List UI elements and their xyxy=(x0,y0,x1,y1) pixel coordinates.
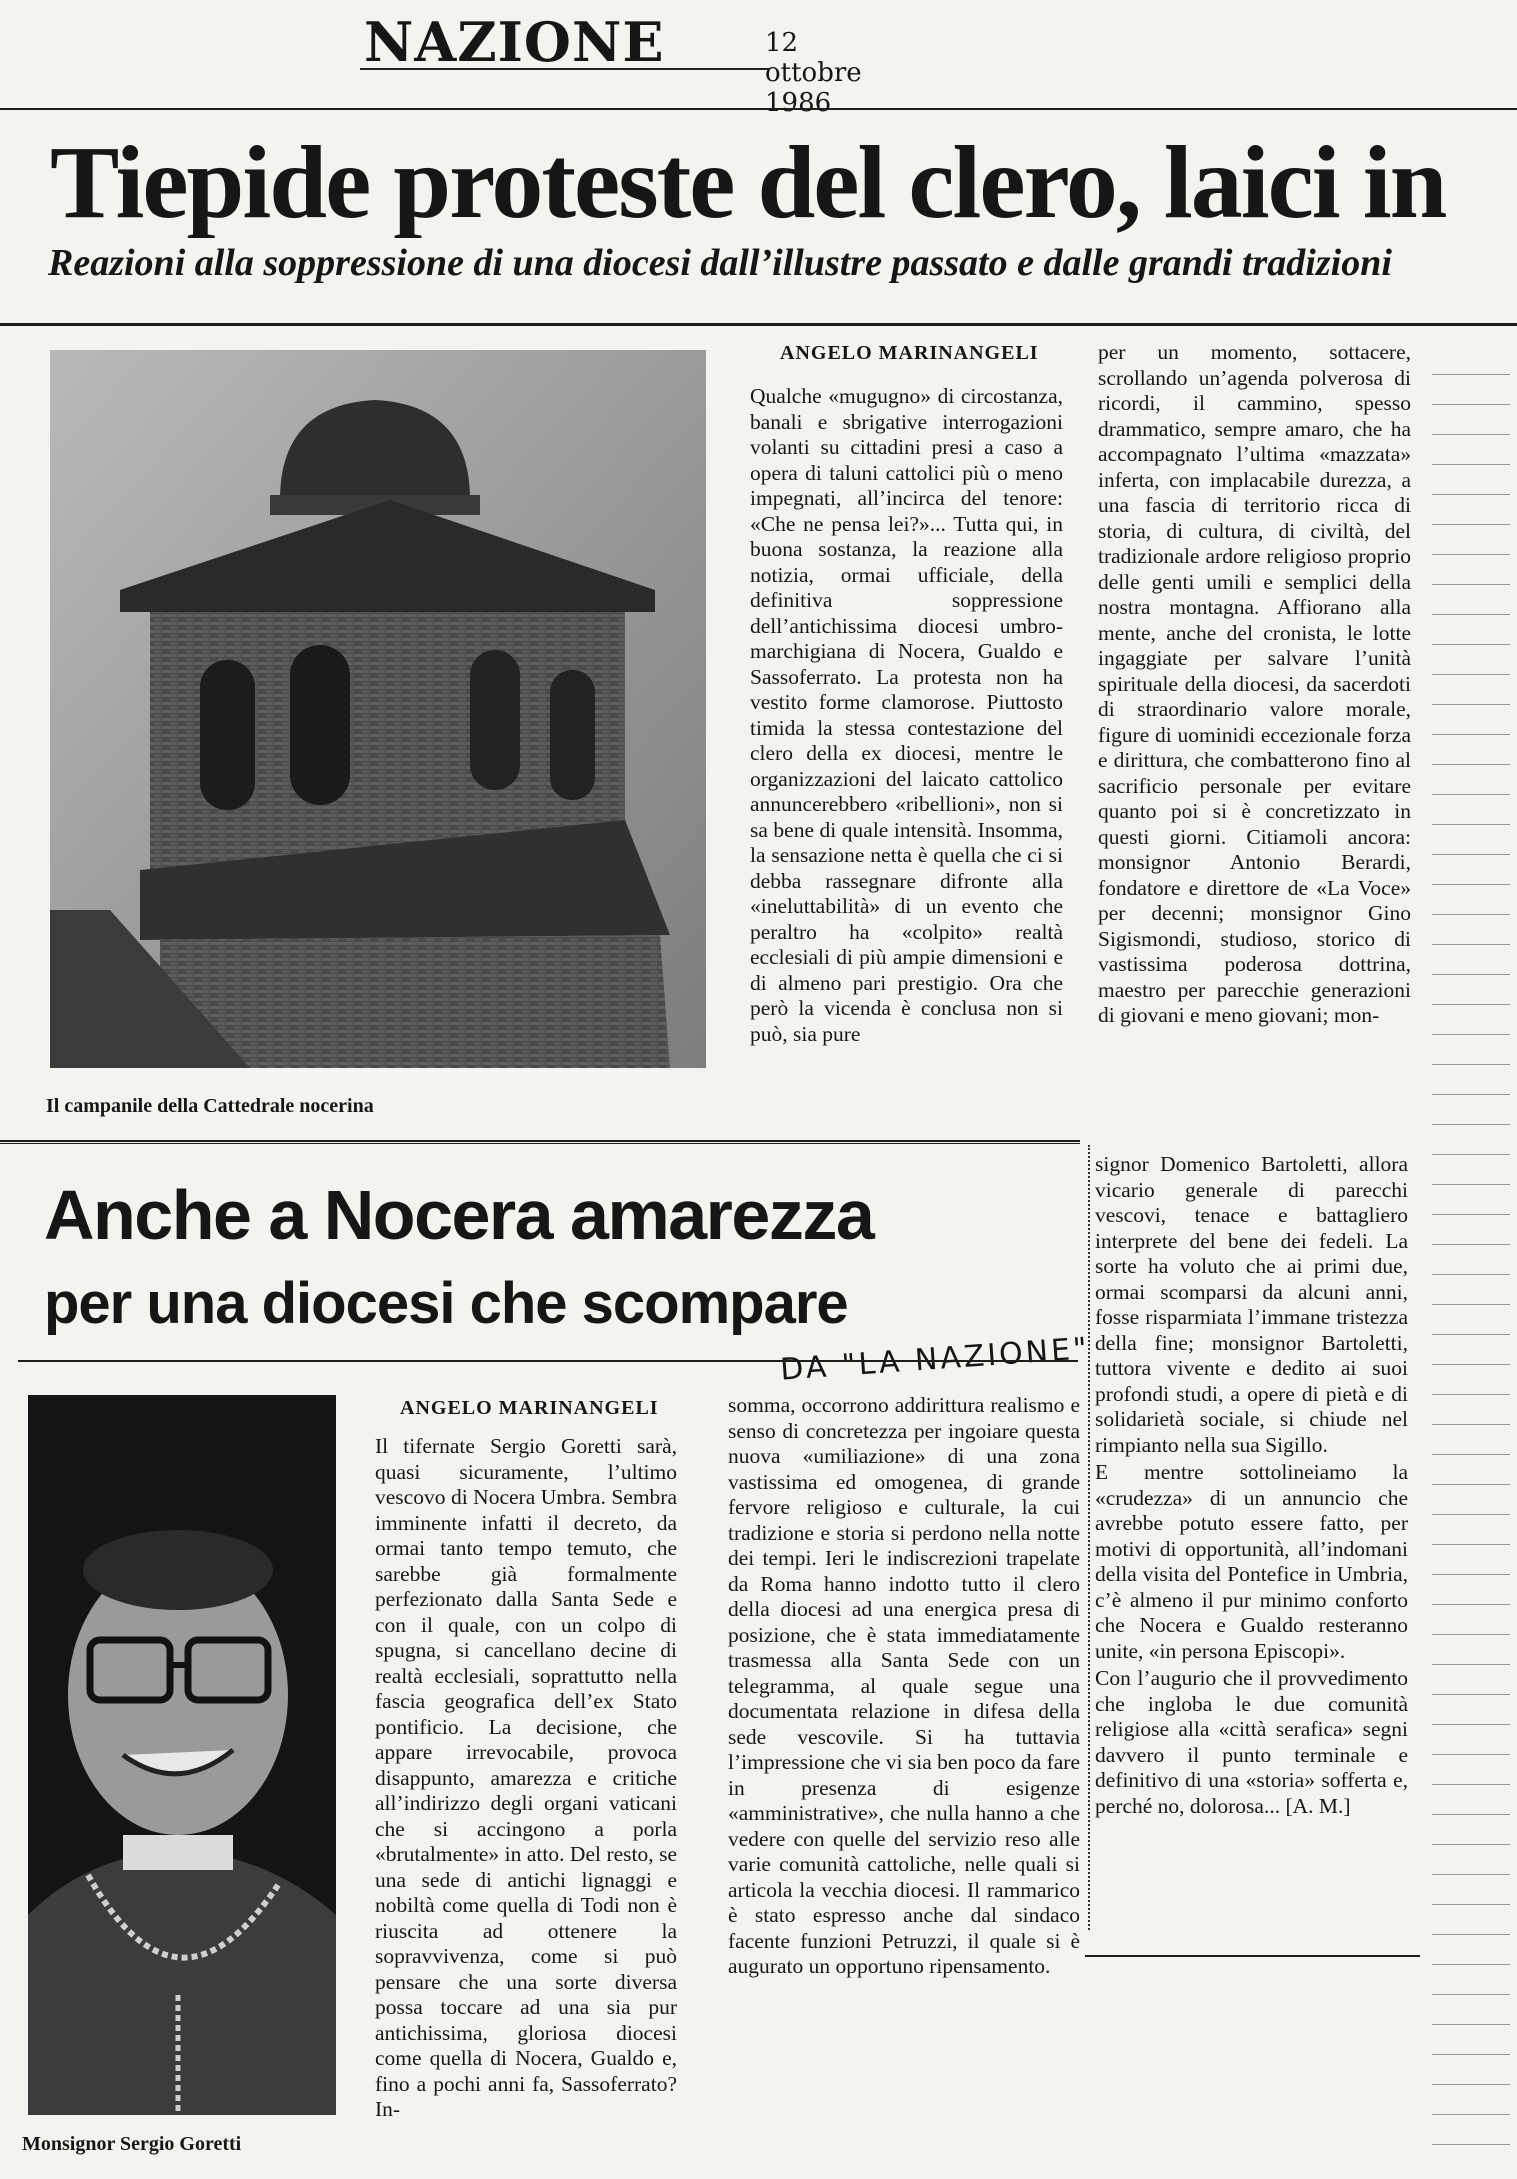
bell-tower-photo xyxy=(50,350,706,1068)
section-rule-thin xyxy=(0,1143,1080,1144)
article1-col3-para2: E mentre sottolineiamo la «crudezza» di un annuncio che avrebbe potuto essere fatto, per motivi di opportunità, all’indomani della visita del Pontefice in Umbria, c’è almeno il pur minimo conforto che Nocera e Gualdo resteranno unite, «in persona Episcopi». xyxy=(1095,1460,1408,1663)
article1-photo-caption: Il campanile della Cattedrale nocerina xyxy=(46,1095,374,1117)
article2-column-2 xyxy=(728,1393,1080,1980)
article1-col3-para1: signor Domenico Bartoletti, allora vicario generale di parecchi vescovi, tenace e battagliero interprete del bene dei fedeli. La sorte ha voluto che ai primi due, ormai scomparsi da alcuni anni, fosse risparmiata l’immane tristezza della fine; monsignor Bartoletti, tuttora vivente e dedito ai suoi profondi studi, a opere di pietà e di solidarietà sociale, si chiude nel rimpianto nella sua Sigillo. xyxy=(1095,1152,1408,1457)
article1-column-1 xyxy=(750,384,1063,1047)
article1-column-2 xyxy=(1098,340,1411,1029)
article1-column-3 xyxy=(1095,1152,1408,1819)
section-rule xyxy=(0,1140,1080,1142)
article2-photo-caption: Monsignor Sergio Goretti xyxy=(22,2133,242,2155)
margin-lines xyxy=(1432,345,1510,2155)
top-rule xyxy=(0,108,1517,110)
masthead xyxy=(360,6,880,118)
article2-col1-text: Il tifernate Sergio Goretti sarà, quasi sicuramente, l’ultimo vescovo di Nocera Umbra. Sembra imminente infatti il decreto, da ormai tanto tempo temuto, che sarebbe già formalmente perfezionato dalla Santa Sede e con il quale, con un colpo di spugna, si cancellano decine di realtà ecclesiali, soprattutto nella fascia geografica dell’ex Stato pontificio. La decisione, che appare irrevocabile, provoca disappunto, amarezza e critiche all’indirizzo degli organi vaticani che si accingono a porla «brutalmente» in atto. Del resto, se una sede di antichi lignaggi e nobiltà come quella di Todi non è riuscita ad ottenere la sopravvivenza, come si può pensare che una sorte diversa possa toccare ad una sia pur antichissima, gloriosa diocesi come quella di Nocera, Gualdo e, fino a pochi anni fa, Sassoferrato? In- xyxy=(375,1434,677,2121)
headline-rule xyxy=(0,323,1517,326)
article1-byline: ANGELO MARINANGELI xyxy=(780,342,1039,364)
article2-rule xyxy=(18,1360,1078,1362)
article2-column-1 xyxy=(375,1434,677,2123)
newspaper-name: NAZIONE xyxy=(364,10,665,74)
article1-headline: Tiepide proteste del clero, laici in xyxy=(50,128,1446,238)
article1-col2-text: per un momento, sottacere, scrollando un’agenda polverosa di ricordi, il cammino, spesso drammatico, sempre amaro, che ha accompagnato l’ultima «mazzata» inferta, con implacabile durezza, a una fascia di territorio ricca di storia, di cultura, di civiltà, del tradizionale ardore religioso proprio delle genti umili e semplici della nostra montagna. Affiorano alla mente, anche del cronista, le lotte ingaggiate per salvare l’unità spirituale della diocesi, da sacerdoti di straordinario valore morale, figure di uominidi eccezionale forza e dirittura, che combatterono fino al sacrificio personale per evitare quanto poi si è concretizzato in questi giorni. Citiamoli ancora: monsignor Antonio Berardi, fondatore e direttore de «La Voce» per decenni; monsignor Gino Sigismondi, studioso, storico di vastissima poderosa dottrina, maestro per parecchie generazioni di giovani e meno giovani; mon- xyxy=(1098,340,1411,1027)
cutout-edge xyxy=(1088,1145,1092,1930)
article1-subhead: Reazioni alla soppressione di una diocesi dall’illustre passato e dalle grandi tradizioni xyxy=(48,242,1392,284)
bishop-portrait-photo xyxy=(28,1395,336,2115)
article2-headline: Anche a Nocera amarezza xyxy=(44,1176,874,1254)
article2-byline: ANGELO MARINANGELI xyxy=(400,1397,659,1419)
newspaper-date: 12 ottobre 1986 xyxy=(765,28,862,118)
article1-col3-para3: Con l’augurio che il provvedimento che ingloba le due comunità religiose alla «città serafica» segni davvero il punto terminale e definitivo di una «storia» sofferta e, perché no, dolorosa... [A. M.] xyxy=(1095,1666,1408,1818)
article2-col2-text: somma, occorrono addirittura realismo e senso di concretezza per ingoiare questa nuova «umiliazione» di una zona vastissima ed omogenea, di grande fervore religioso e culturale, la cui tradizione e storia si perdono nella notte dei tempi. Ieri le indiscrezioni trapelate da Roma hanno indotto tutto il clero della diocesi ad una energica presa di posizione, che è stata immediatamente trasmessa alla Santa Sede con un telegramma, al quale segue una documentata relazione in difesa della sede vescovile. Si ha tuttavia l’impressione che vi sia ben poco da fare in presenza di esigenze «amministrative», che nulla hanno a che vedere con quelle del servizio reso alle varie comunità cattoliche, nelle quali si articola la vecchia diocesi. Il rammarico è stato espresso anche dal sindaco facente funzioni Petruzzi, il quale si è augurato un opportuno ripensamento. xyxy=(728,1393,1080,1978)
article-end-rule xyxy=(1085,1955,1420,1957)
handwritten-source-note: DA "LA NAZIONE" xyxy=(779,1331,1091,1388)
masthead-underline xyxy=(360,68,770,70)
article2-subhead: per una diocesi che scompare xyxy=(44,1271,848,1336)
article1-col1-text: Qualche «mugugno» di circostanza, banali e sbrigative interrogazioni volanti su cittadini presi a caso a opera di taluni cattolici più o meno impegnati, all’incirca del tenore: «Che ne pensa lei?»... Tutta qui, in buona sostanza, la reazione alla notizia, ormai ufficiale, della definitiva soppressione dell’antichissima diocesi umbro-marchigiana di Nocera, Gualdo e Sassoferrato. La protesta non ha vestito forme clamorose. Piuttosto timida la stessa contestazione del clero della ex diocesi, mentre le organizzazioni del laicato cattolico annuncerebbero «ribellioni», non si sa bene di quale intensità. Insomma, la sensazione netta è quella che ci si debba rassegnare difronte alla «ineluttabilità» di un evento che peraltro ha «colpito» realtà ecclesiali di più ampie dimensioni e di almeno pari prestigio. Ora che però la vicenda è conclusa non si può, sia pure xyxy=(750,384,1063,1046)
